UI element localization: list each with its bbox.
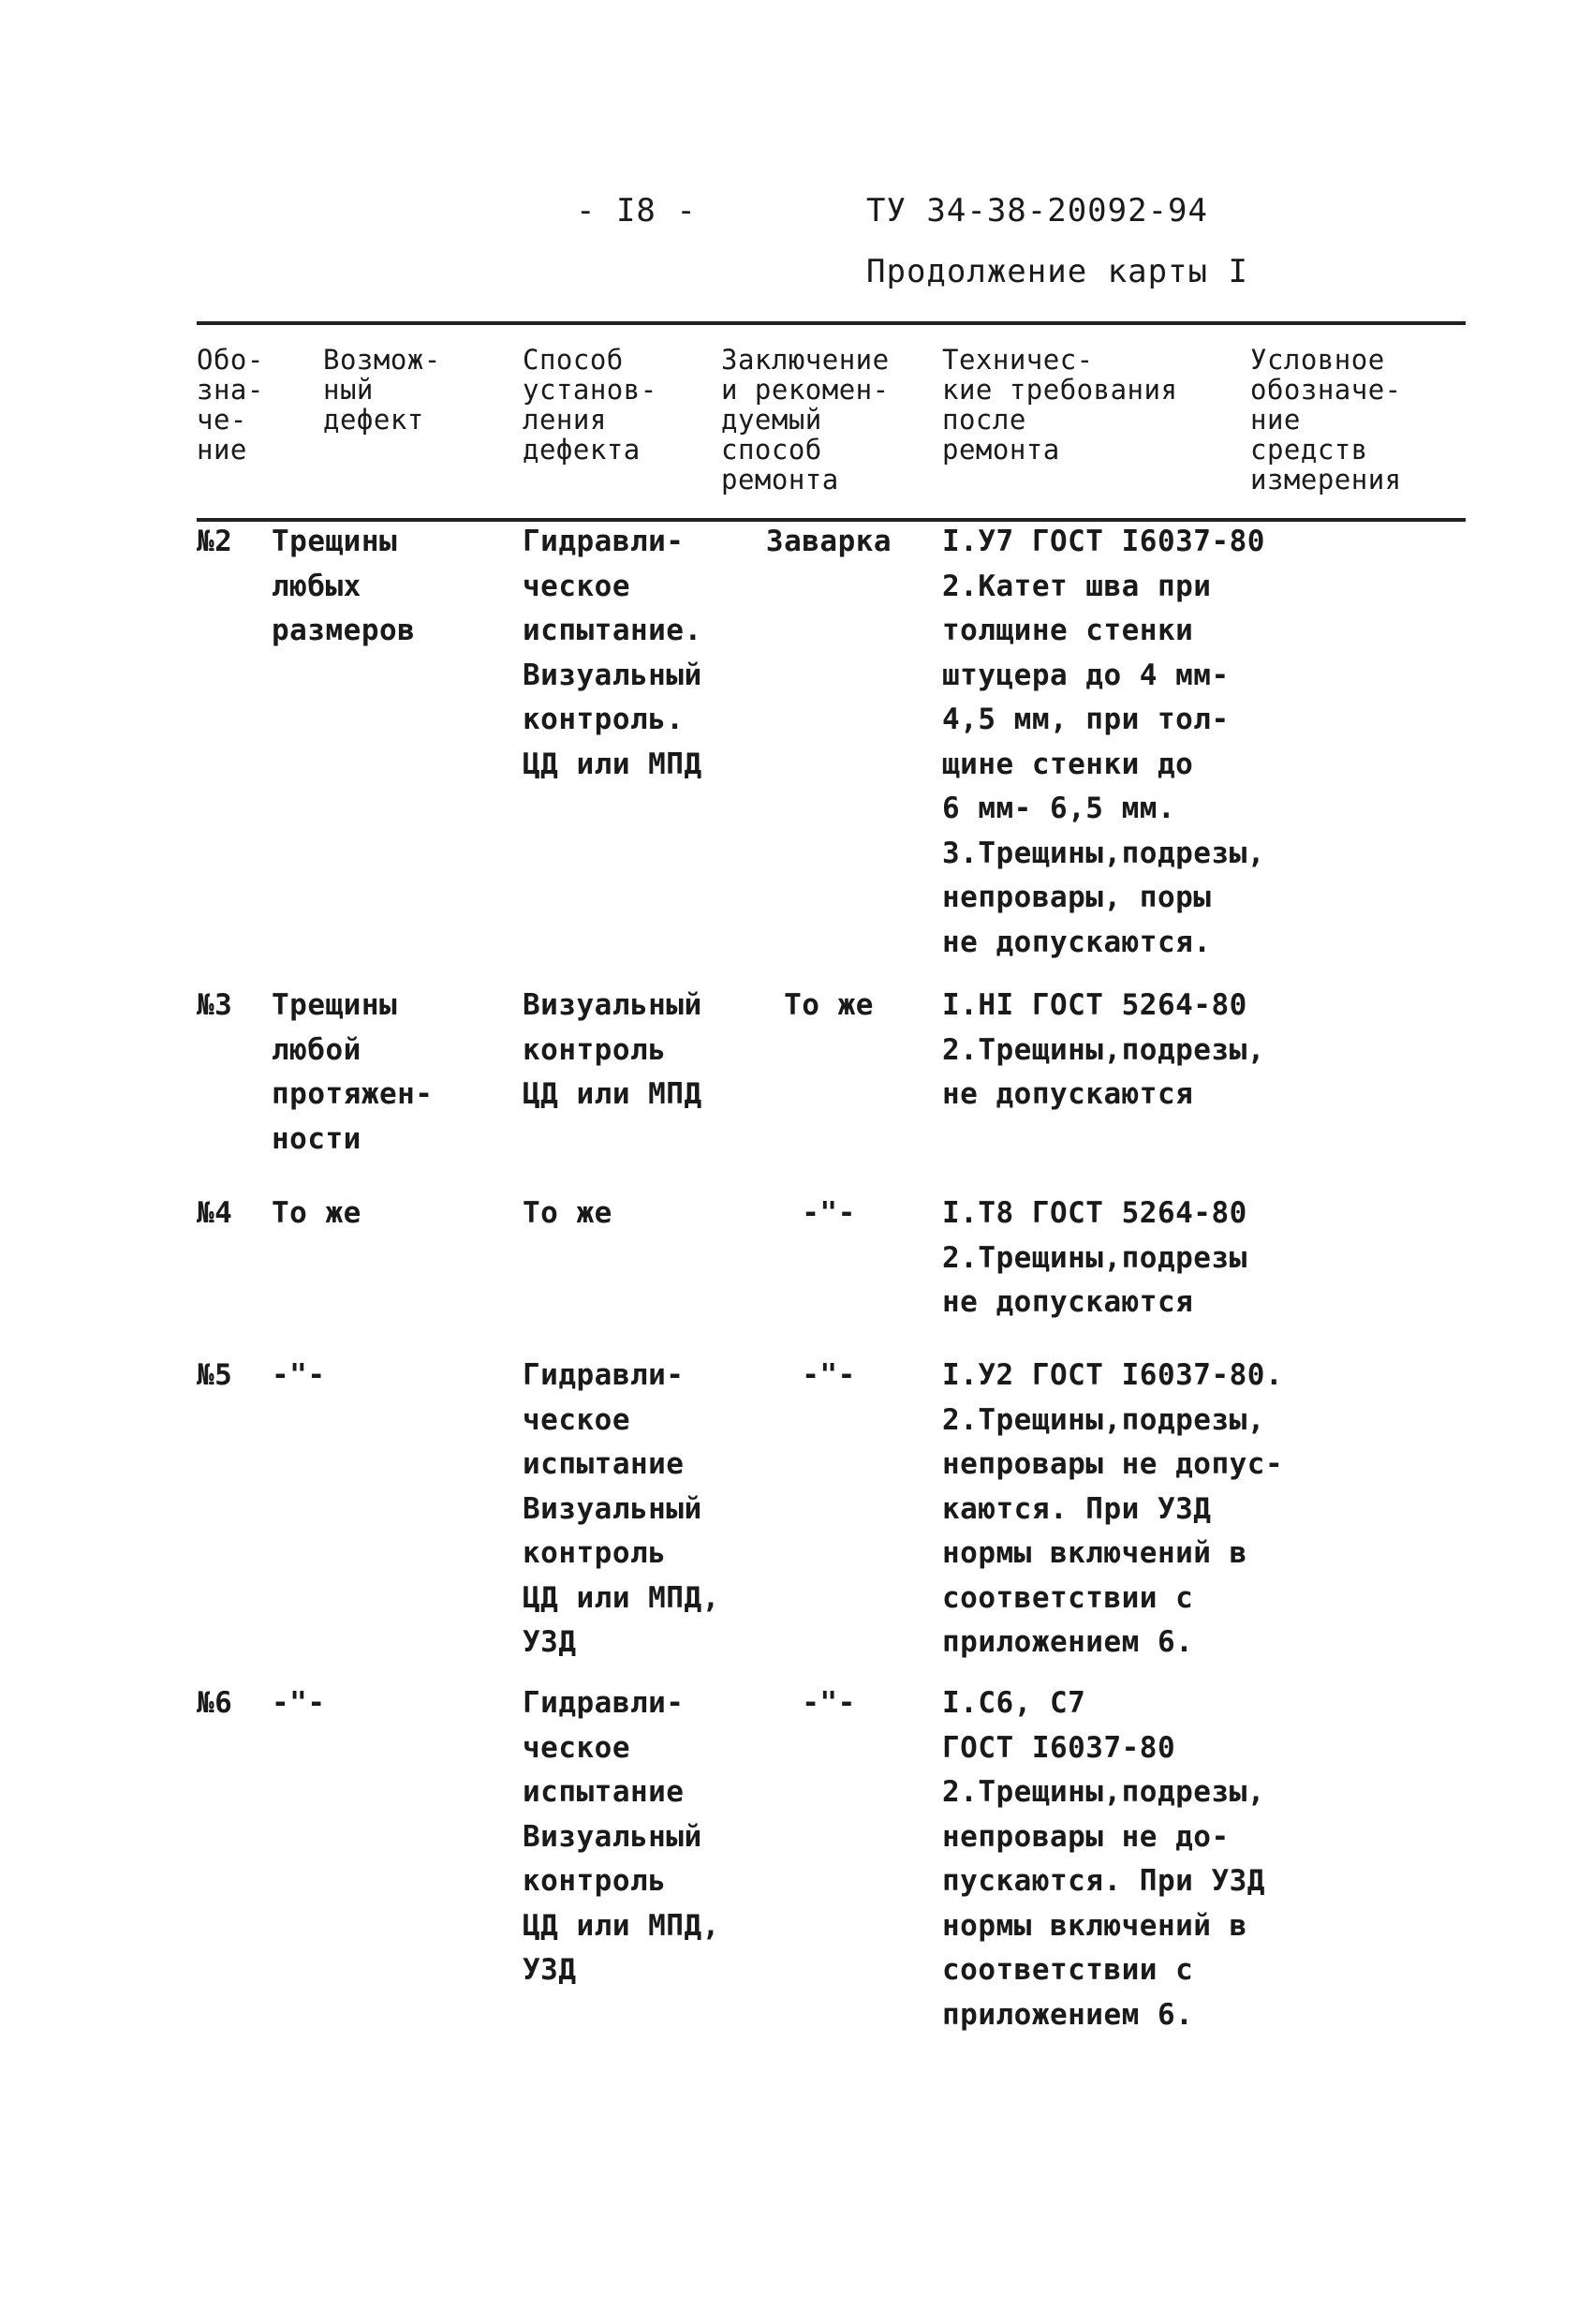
row-method: Визуальный контроль ЦД или МПД [523,988,702,1111]
row-conclusion: -"- [802,1196,856,1230]
row-defect: Трещины любых размеров [272,525,416,647]
page-number: - I8 - [576,192,697,229]
column-header-requirements: Техничес- кие требования после ремонта [942,344,1178,466]
row-designation: №3 [197,988,233,1022]
row-method: Гидравли- ческое испытание. Визуальный контроль. ЦД или МПД [523,525,702,781]
row-conclusion: Заварка [765,525,892,558]
row-method: То же [523,1196,612,1230]
row-defect: -"- [272,1358,326,1392]
row-designation: №5 [197,1358,233,1392]
column-header-measurement: Условное обозначе- ние средств измерения [1250,344,1402,496]
row-designation: №4 [197,1196,233,1230]
continuation-title: Продолжение карты I [866,253,1248,290]
row-conclusion: -"- [802,1686,856,1720]
row-designation: №2 [197,525,233,558]
row-conclusion: -"- [802,1358,856,1392]
column-header-designation: Обо- зна- че- ние [197,344,264,466]
row-defect: Трещины любой протяжен- ности [272,988,434,1156]
row-requirements: I.У7 ГОСТ I6037-80 2.Катет шва при толщине стенки штуцера до 4 мм- 4,5 мм, при тол- щине стенки до 6 мм- 6,5 мм. 3.Трещины,подрезы, непровары, поры не допускаются. [942,525,1265,959]
table-top-rule [197,321,1466,325]
row-requirements: I.У2 ГОСТ I6037-80. 2.Трещины,подрезы, непровары не допус- каются. При УЗД нормы включений в соответствии с приложением 6. [942,1358,1284,1659]
row-conclusion: То же [784,988,874,1022]
row-requirements: I.С6, С7 ГОСТ I6037-80 2.Трещины,подрезы, непровары не до- пускаются. При УЗД нормы включений в соответствии с приложением 6. [942,1686,1265,2032]
document-code: ТУ 34-38-20092-94 [866,192,1208,229]
row-defect: То же [272,1196,361,1230]
column-header-defect: Возмож- ный дефект [323,344,441,436]
row-method: Гидравли- ческое испытание Визуальный контроль ЦД или МПД, УЗД [523,1686,720,1987]
row-defect: -"- [272,1686,326,1720]
row-method: Гидравли- ческое испытание Визуальный контроль ЦД или МПД, УЗД [523,1358,720,1659]
column-header-conclusion: Заключение и рекомен- дуемый способ ремонта [721,344,890,496]
row-designation: №6 [197,1686,233,1720]
column-header-detection-method: Способ установ- ления дефекта [523,344,657,466]
row-requirements: I.Т8 ГОСТ 5264-80 2.Трещины,подрезы не допускаются [942,1196,1247,1319]
row-requirements: I.HI ГОСТ 5264-80 2.Трещины,подрезы, не допускаются [942,988,1265,1111]
